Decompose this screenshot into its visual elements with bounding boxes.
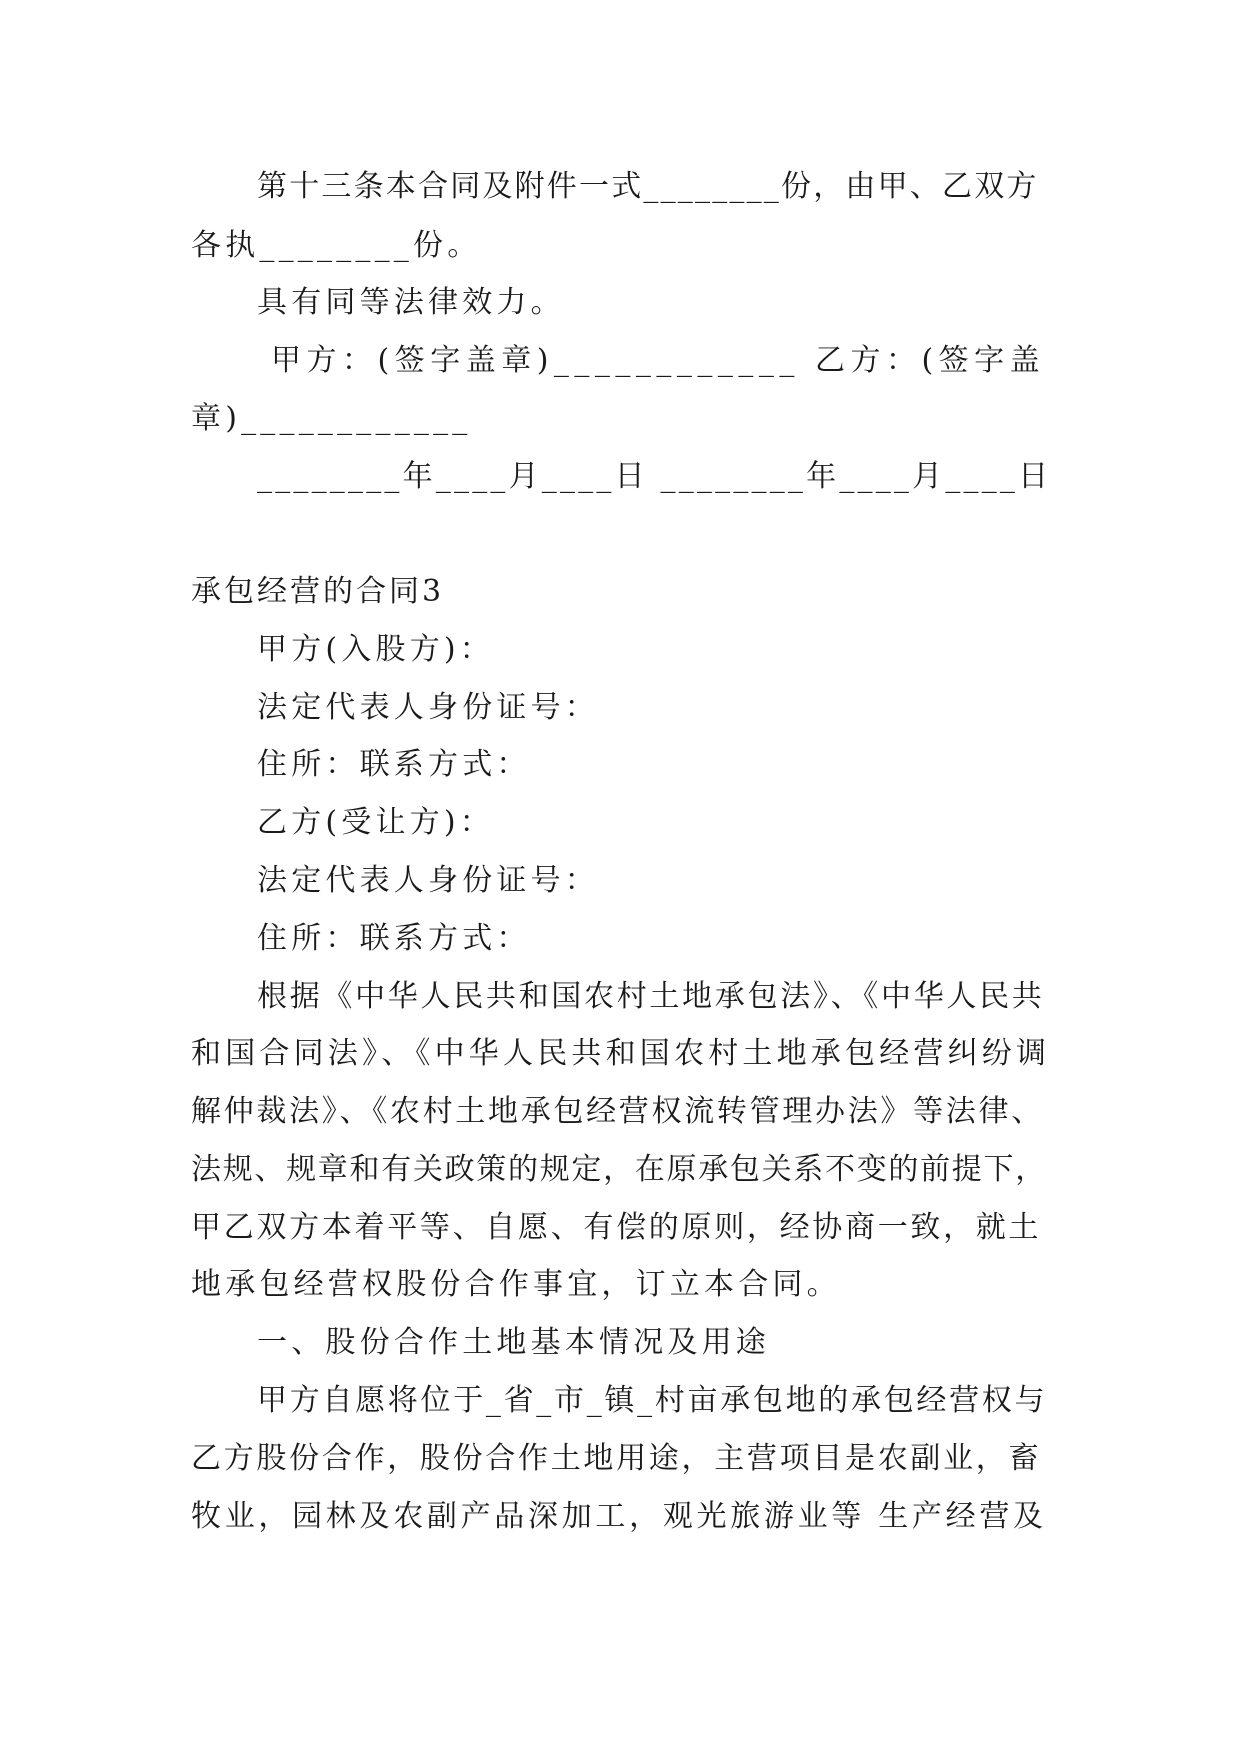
party-b-label: 乙方(受让方)：: [257, 805, 495, 840]
section-1-line-3: 牧业，园林及农副产品深加工，观光旅游业等 生产经营及: [191, 1499, 1047, 1534]
section-1-heading: 一、股份合作土地基本情况及用途: [257, 1325, 770, 1360]
party-a-id: 法定代表人身份证号：: [257, 690, 599, 725]
party-b-address: 住所：联系方式：: [257, 921, 531, 956]
article-13-line-1: 第十三条本合同及附件一式________份，由甲、乙双方: [257, 169, 1039, 204]
party-b-id: 法定代表人身份证号：: [257, 863, 599, 898]
preamble-line-4: 法规、规章和有关政策的规定，在原承包关系不变的前提下，: [191, 1152, 1047, 1187]
article-13-line-3: 具有同等法律效力。: [257, 285, 565, 320]
date-line: ________年____月____日 ________年____月____日: [257, 459, 1052, 494]
party-a-label: 甲方(入股方)：: [257, 632, 495, 667]
preamble-line-1: 根据《中华人民共和国农村土地承包法》、《中华人民共: [257, 979, 1045, 1014]
section-1-line-1: 甲方自愿将位于_省_市_镇_村亩承包地的承包经营权与: [257, 1383, 1048, 1418]
contract-title: 承包经营的合同3: [191, 574, 445, 609]
party-a-address: 住所：联系方式：: [257, 747, 531, 782]
signature-line-2: 章)____________: [191, 401, 472, 436]
preamble-line-5: 甲乙双方本着平等、自愿、有偿的原则，经协商一致，就土: [191, 1210, 1042, 1245]
article-13-line-2: 各执________份。: [191, 228, 482, 263]
preamble-line-6: 地承包经营权股份合作事宜，订立本合同。: [191, 1267, 841, 1302]
section-1-line-2: 乙方股份合作，股份合作土地用途，主营项目是农副业，畜: [191, 1441, 1042, 1476]
preamble-line-2: 和国合同法》、《中华人民共和国农村土地承包经营纠纷调: [191, 1036, 1051, 1071]
signature-line-1: 甲方：(签字盖章)____________ 乙方：(签字盖: [271, 343, 1046, 378]
preamble-line-3: 解仲裁法》、《农村土地承包经营权流转管理办法》等法律、: [191, 1094, 1044, 1129]
